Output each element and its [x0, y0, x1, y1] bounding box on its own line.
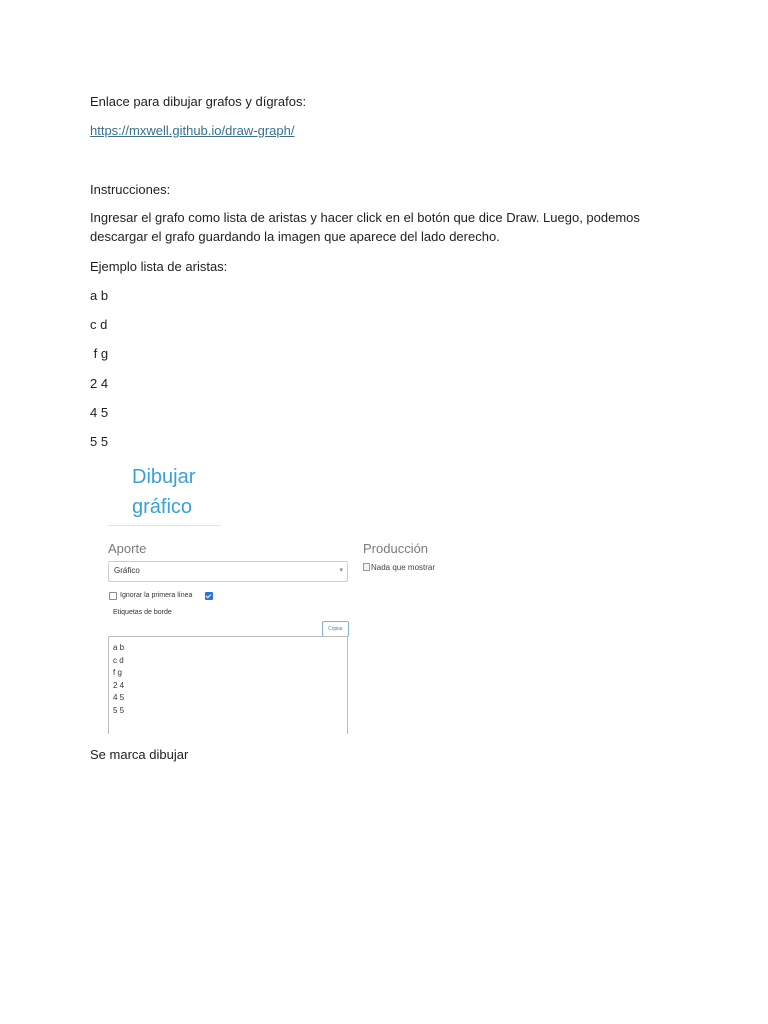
app-title: [132, 462, 242, 522]
graph-type-select[interactable]: [108, 561, 348, 582]
textarea-line: c d: [113, 655, 124, 665]
edge-item: 2 4: [90, 376, 109, 391]
edge-item: c d: [90, 317, 108, 332]
title-divider: [108, 525, 221, 526]
input-heading: Aporte: [108, 541, 147, 556]
edge-labels-label: Etiquetas de borde: [113, 609, 172, 616]
output-heading: Producción: [363, 541, 429, 556]
edge-labels-checkbox[interactable]: [205, 592, 213, 600]
output-alt-text: Nada que mostrar: [371, 563, 436, 572]
draw-graph-link[interactable]: https://mxwell.github.io/draw-graph/: [90, 123, 295, 138]
intro-text: Enlace para dibujar grafos y dígrafos:: [90, 94, 307, 109]
chevron-down-icon: ▾: [339, 567, 343, 574]
textarea-line: 4 5: [113, 693, 125, 702]
instructions-line-2: descargar el grafo guardando la imagen que aparece del lado derecho.: [90, 229, 500, 244]
edge-item: a b: [90, 288, 109, 303]
example-heading: Ejemplo lista de aristas:: [90, 259, 228, 274]
output-image-placeholder: [363, 563, 435, 572]
app-title-line-1: Dibujar: [132, 466, 196, 488]
copy-button[interactable]: Copiar: [322, 621, 349, 637]
instructions-paragraph: [90, 208, 680, 246]
textarea-line: 5 5: [113, 705, 125, 715]
edges-textarea[interactable]: [108, 636, 348, 734]
embedded-app-screenshot: [90, 462, 680, 734]
closing-text: Se marca dibujar: [90, 747, 189, 762]
instructions-line-1: Ingresar el grafo como lista de aristas y hacer click en el botón que dice Draw. Luego, podemos: [90, 210, 640, 225]
textarea-line: f g: [113, 668, 122, 677]
instructions-heading: Instrucciones:: [90, 182, 171, 197]
ignore-first-line-checkbox[interactable]: [109, 592, 117, 600]
textarea-line: 2 4: [113, 680, 125, 690]
edge-item: f g: [90, 346, 109, 361]
app-title-line-2: gráfico: [132, 496, 193, 518]
edge-item: 5 5: [90, 434, 109, 449]
edge-item: 4 5: [90, 405, 109, 420]
broken-image-icon: [363, 563, 370, 571]
ignore-first-line-label: Ignorar la primera línea: [120, 592, 193, 599]
graph-type-value: Gráfico: [114, 566, 140, 575]
textarea-line: a b: [113, 643, 125, 652]
